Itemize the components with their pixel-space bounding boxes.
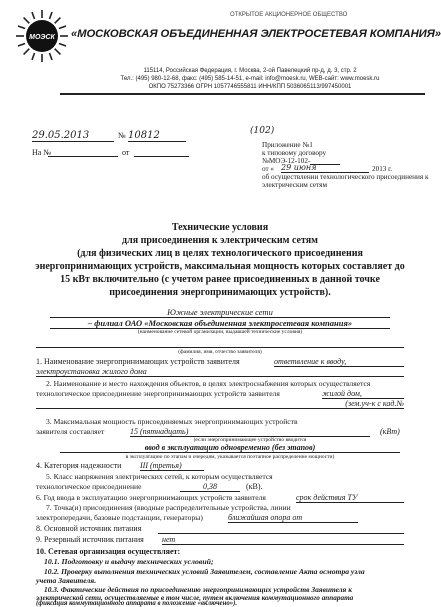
title-l6: присоединения энергопринимающих устройств). <box>109 287 331 298</box>
item7-text1: 7. Точка(и) присоединения (вводные распределительные устройства, линии <box>46 503 291 512</box>
doc-date: 29.05.2013 <box>32 130 114 142</box>
logo-text: МОЭСК <box>29 34 55 41</box>
org-line1: Южные электрические сети <box>50 307 390 318</box>
address-line: 115114, Российская Федерация, г. Москва, 2-ой Павелецкий пр-д, д. 3, стр. 2 <box>143 68 357 74</box>
item3-unit: (кВт) <box>380 427 400 436</box>
item8-line <box>158 533 404 534</box>
item3-text1: 3. Максимальная мощность присоединяемых энергопринимающих устройств <box>46 417 298 426</box>
item10-3c: (фиксация коммутационного аппарата в положение «включено»). <box>36 600 238 607</box>
item2-text2: технологическое присоединение энергопринимающих устройств заявителя <box>36 389 280 398</box>
company-name: «МОСКОВСКАЯ ОБЪЕДИНЕННАЯ ЭЛЕКТРОСЕТЕВАЯ КОМПАНИЯ» <box>71 28 441 40</box>
item10-3b: электрической сети, осуществляемые в том числе, путем включения коммутационного аппарата <box>36 594 354 602</box>
item3-caption2: в эксплуатацию по этапам и очередям, указывается поэтапное распределение мощности) <box>125 454 335 460</box>
title-l5: 15 кВт включительно (с учетом ранее присоединенных в данной точке <box>60 274 380 285</box>
org-line2: – филиал ОАО «Московская объединенная электросетевая компания» <box>50 318 390 329</box>
item1-value: ответвление к вводу, <box>274 357 404 367</box>
item2-value: жилой дом, <box>322 389 404 399</box>
annex-l5: об осуществлении технологического присоединения к <box>262 173 429 181</box>
annex-l3: №МОЭ-12-102- <box>262 157 311 165</box>
item3-text2: заявителя составляет <box>36 427 105 436</box>
contacts-line: Тел.: (495) 980-12-68, факс: (495) 585-14-51, e-mail: info@moesk.ru, WEB-сайт: www.moesk.ru <box>120 76 380 82</box>
item2-text1: 2. Наименование и место нахождения объектов, в целях электроснабжения которых осуществляется <box>46 379 371 388</box>
item3-value: 15 (пятнадцать) <box>130 427 370 437</box>
annex-number: (102) <box>250 126 275 136</box>
item1-value2: электроустановка жилого дома <box>36 367 404 377</box>
item4-value: III (третья) <box>140 461 204 471</box>
title-l3: (для физических лиц в целях технологического присоединения <box>77 248 363 259</box>
item10-3a: 10.3. Фактические действия по присоединению энергопринимающих устройств Заявителя к <box>44 585 352 594</box>
from-line <box>134 156 189 157</box>
title-l1: Технические условия <box>171 222 269 233</box>
item3-caption: (если энергопринимающее устройство вводится <box>193 437 307 443</box>
number-sign: № <box>118 131 126 140</box>
doc-number: 10812 <box>128 130 186 142</box>
item5-unit: (кВ). <box>246 482 263 491</box>
item10-1: 10.1. Подготовку и выдачу технических условий; <box>44 557 214 566</box>
org-caption: (наименование сетевой организации, выдавшей технические условия) <box>137 329 303 335</box>
annex-l4: от « <box>262 165 275 173</box>
in-reply-line <box>48 156 118 157</box>
item7-text2: электропередачи, базовые подстанции, генераторы) <box>36 513 203 522</box>
item6-value: срок действия ТУ <box>296 493 404 503</box>
item10-2b: учета Заявителя. <box>36 576 97 585</box>
item7-value: ближайшая опора от <box>228 513 358 523</box>
codes-line: ОКПО 75273366 ОГРН 1057746555811 ИНН/КПП 5036065113/997450001 <box>148 84 352 90</box>
item1-text: 1. Наименование энергопринимающих устройств заявителя <box>36 357 240 366</box>
item9-value: нет <box>162 535 404 545</box>
header-rule <box>60 93 425 95</box>
item4-text: 4. Категория надежности <box>36 461 122 470</box>
annex-l2: к типовому договору <box>262 149 327 157</box>
annex-l1: Приложение №1 <box>262 141 313 149</box>
item10-2a: 10.2. Проверку выполнения технических условий Заявителем, составление Акта осмотра узла <box>44 567 365 576</box>
item6-text: 6. Год ввода в эксплуатацию энергопринимающих устройств заявителя <box>36 493 266 502</box>
item8-text: 8. Основной источник питания <box>36 524 142 533</box>
from-label: от <box>122 148 130 157</box>
title-l2: для присоединения к электрическим сетям <box>122 235 318 246</box>
item9-text: 9. Резервный источник питания <box>36 535 144 544</box>
item5-value: 0,38 <box>180 482 240 492</box>
annex-l6: электрическим сетям <box>262 181 328 189</box>
item5-text1: 5. Класс напряжения электрических сетей, к которым осуществляется <box>46 472 273 481</box>
item5-text2: технологическое присоединение <box>36 482 142 491</box>
applicant-line <box>36 347 404 348</box>
item3-value2: ввод в эксплуатацию одновременно (без этапов) <box>60 443 400 453</box>
item2-value2: (зем.уч-к с кад.№ <box>36 399 404 409</box>
annex-year: 2013 г. <box>372 165 393 173</box>
in-reply-label: На № <box>32 148 51 157</box>
title-l4: энергопринимающих устройств, максимальная мощность которых составляет до <box>35 261 405 272</box>
company-type: ОТКРЫТОЕ АКЦИОНЕРНОЕ ОБЩЕСТВО <box>230 12 348 18</box>
item10-text: 10. Сетевая организация осуществляет: <box>36 547 181 556</box>
annex-date: 29 июня <box>281 163 369 173</box>
company-logo <box>14 8 70 64</box>
applicant-caption: (фамилия, имя, отчество заявителя) <box>178 349 262 355</box>
